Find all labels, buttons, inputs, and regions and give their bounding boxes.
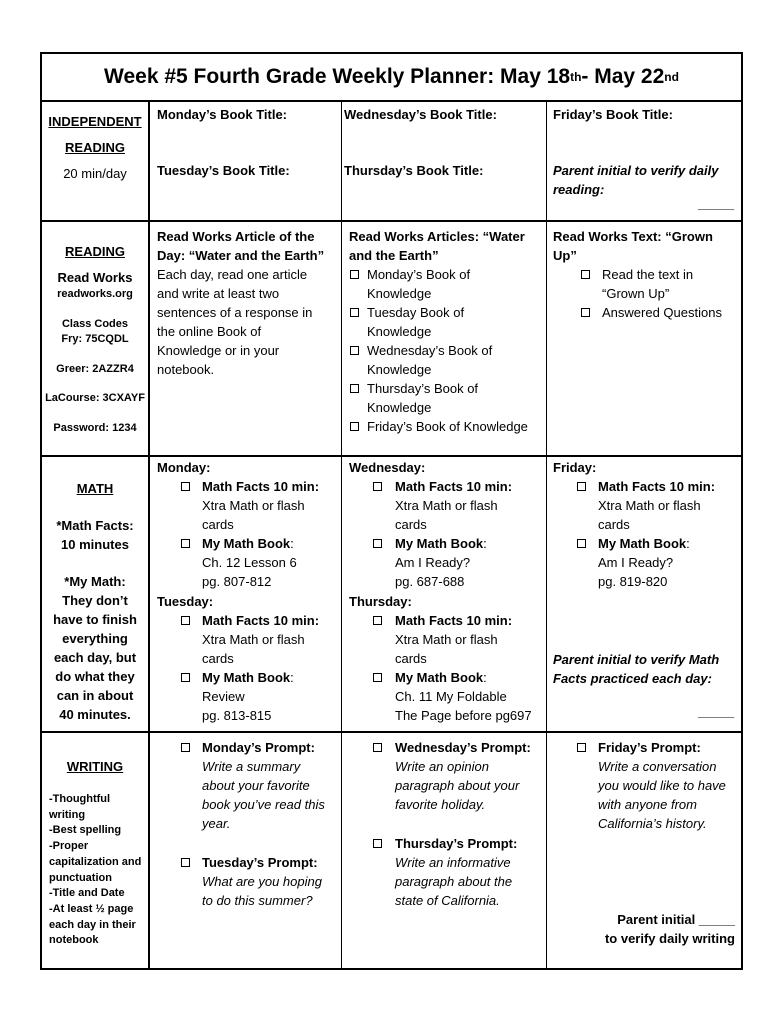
item-line: cards	[202, 651, 234, 666]
item-line: Knowledge	[367, 400, 432, 415]
criteria-line: writing	[49, 808, 86, 821]
friday-prompt-checkbox[interactable]	[577, 743, 586, 752]
prompt-title: Friday’s Prompt:	[598, 740, 701, 755]
item-colon: :	[290, 536, 294, 551]
parent-line: Parent initial to verify Math	[553, 652, 720, 667]
wednesday-prompt	[395, 738, 531, 814]
item-line: Am I Ready?	[395, 555, 471, 570]
prompt-line: book you’ve read this	[202, 797, 325, 812]
parent-line: Parent initial _____	[617, 912, 735, 927]
item-line: “Grown Up”	[602, 286, 670, 301]
article-heading: Read Works Article of the	[157, 229, 315, 244]
math-parent-blank: _____	[698, 704, 735, 719]
tuesday-math-facts-checkbox[interactable]	[181, 616, 190, 625]
wednesday-prompt-checkbox[interactable]	[373, 743, 382, 752]
prompt-line: What are you hoping	[202, 874, 322, 889]
item-line: Xtra Math or flash	[598, 498, 701, 513]
friday-my-math	[598, 534, 690, 591]
criteria-line: notebook	[49, 934, 99, 947]
parent-line: Facts practiced each day:	[553, 671, 712, 686]
item-line: Math Facts 10 min:	[202, 613, 320, 628]
thursday-prompt	[395, 834, 517, 910]
prompt-title: Thursday’s Prompt:	[395, 836, 518, 851]
item-line: Tuesday Book of	[367, 305, 465, 320]
item-line: The Page before pg697	[395, 708, 532, 723]
parent-line: to verify daily writing	[604, 931, 735, 946]
math-note-line: 10 minutes	[61, 537, 129, 552]
item-title: My Math Book	[202, 670, 291, 685]
row-divider-2	[42, 455, 741, 457]
article-body-line: notebook.	[157, 362, 215, 377]
item-line: Read the text in	[602, 267, 694, 282]
math-note-line: They don’t	[62, 593, 128, 608]
monday-math-facts	[202, 477, 319, 534]
tuesday-knowledge-item	[367, 303, 464, 341]
item-colon: :	[483, 670, 487, 685]
column-divider-2	[341, 102, 342, 968]
math-note-line: can in about	[56, 688, 134, 703]
column-divider-1	[148, 102, 150, 968]
item-line: pg. 819-820	[598, 574, 668, 589]
reading-parent-initial	[553, 161, 718, 199]
item-line: pg. 813-815	[202, 708, 272, 723]
item-line: Ch. 11 My Foldable	[395, 689, 507, 704]
math-monday-label: Monday:	[157, 460, 211, 475]
math-note-line: everything	[62, 631, 128, 646]
item-line: Knowledge	[367, 286, 432, 301]
label-line: INDEPENDENT	[48, 114, 142, 129]
monday-my-math-checkbox[interactable]	[181, 539, 190, 548]
wednesday-knowledge-checkbox[interactable]	[350, 346, 359, 355]
reading-label: READING	[65, 244, 125, 259]
label-line: 20 min/day	[63, 166, 127, 181]
item-title: My Math Book	[395, 536, 484, 551]
wednesday-knowledge-item	[367, 341, 492, 379]
thursday-book-title: Thursday’s Book Title:	[344, 163, 484, 178]
reading-parent-blank: _____	[698, 196, 735, 211]
criteria-line: each day in their	[49, 918, 136, 931]
item-line: Xtra Math or flash	[395, 498, 498, 513]
item-line: Thursday’s Book of	[367, 381, 479, 396]
wednesday-math-facts	[395, 477, 512, 534]
friday-prompt	[598, 738, 726, 833]
prompt-line: Write a summary	[202, 759, 301, 774]
math-note-line: have to finish	[53, 612, 137, 627]
item-line: Monday’s Book of	[367, 267, 471, 282]
readworks-name: Read Works	[57, 270, 133, 285]
math-thursday-label: Thursday:	[349, 594, 412, 609]
thursday-math-facts-checkbox[interactable]	[373, 616, 382, 625]
monday-knowledge-checkbox[interactable]	[350, 270, 359, 279]
article-body-line: Each day, read one article	[157, 267, 308, 282]
math-tuesday-label: Tuesday:	[157, 594, 214, 609]
thursday-my-math-checkbox[interactable]	[373, 673, 382, 682]
independent-reading-label	[42, 112, 148, 183]
article-body-line: Knowledge or in your	[157, 343, 280, 358]
item-line: cards	[395, 517, 427, 532]
item-line: Xtra Math or flash	[395, 632, 498, 647]
item-line: Knowledge	[367, 362, 432, 377]
prompt-line: Write an informative	[395, 855, 511, 870]
item-line: pg. 687-688	[395, 574, 465, 589]
writing-label: WRITING	[66, 759, 124, 774]
weekly-planner-table	[40, 52, 743, 970]
item-line: cards	[395, 651, 427, 666]
math-label-block	[42, 479, 148, 724]
grown-up-text-block	[553, 227, 741, 265]
tuesday-book-title: Tuesday’s Book Title:	[157, 163, 290, 178]
item-line: Math Facts 10 min:	[395, 613, 513, 628]
article-body-line: and write at least two	[157, 286, 280, 301]
monday-book-title: Monday’s Book Title:	[157, 107, 288, 122]
prompt-line: Write an opinion	[395, 759, 489, 774]
criteria-line: -Best spelling	[49, 824, 122, 837]
math-wednesday-label: Wednesday:	[349, 460, 426, 475]
thursday-knowledge-checkbox[interactable]	[350, 384, 359, 393]
wednesday-math-facts-checkbox[interactable]	[373, 482, 382, 491]
friday-math-facts-checkbox[interactable]	[577, 482, 586, 491]
item-line: Math Facts 10 min:	[202, 479, 320, 494]
writing-parent-initial	[605, 910, 735, 948]
item-line: cards	[598, 517, 630, 532]
tuesday-prompt-checkbox[interactable]	[181, 858, 190, 867]
prompt-line: California’s history.	[598, 816, 707, 831]
prompt-line: favorite holiday.	[395, 797, 486, 812]
wednesday-book-title: Wednesday’s Book Title:	[344, 107, 497, 122]
item-colon: :	[483, 536, 487, 551]
tuesday-knowledge-checkbox[interactable]	[350, 308, 359, 317]
page-title: Week #5 Fourth Grade Weekly Planner: May 18 th - May 22 nd	[42, 54, 741, 102]
reading-articles-checklist	[349, 227, 544, 265]
item-line: cards	[202, 517, 234, 532]
item-line: Friday’s Book of Knowledge	[367, 419, 528, 434]
reading-article-of-day	[157, 227, 339, 379]
math-note-line: *My Math:	[64, 574, 126, 589]
math-note-line: 40 minutes.	[59, 707, 131, 722]
column-divider-3	[546, 102, 547, 968]
item-line: Math Facts 10 min:	[598, 479, 716, 494]
monday-knowledge-item	[367, 265, 470, 303]
item-colon: :	[686, 536, 690, 551]
item-line: Ch. 12 Lesson 6	[202, 555, 297, 570]
friday-my-math-checkbox[interactable]	[577, 539, 586, 548]
item-line: Xtra Math or flash	[202, 498, 305, 513]
prompt-line: you would like to have	[598, 778, 726, 793]
friday-knowledge-checkbox[interactable]	[350, 422, 359, 431]
prompt-line: with anyone from	[598, 797, 697, 812]
item-line: pg. 807-812	[202, 574, 272, 589]
wednesday-my-math-checkbox[interactable]	[373, 539, 382, 548]
parent-line: Parent initial to verify daily	[553, 163, 719, 178]
tuesday-my-math	[202, 668, 294, 725]
grown-up-heading: Up”	[553, 248, 577, 263]
class-code-fry: Fry: 75CQDL	[61, 333, 129, 345]
criteria-line: punctuation	[49, 871, 112, 884]
item-line: Am I Ready?	[598, 555, 674, 570]
monday-prompt	[202, 738, 325, 833]
prompt-title: Tuesday’s Prompt:	[202, 855, 318, 870]
item-colon: :	[290, 670, 294, 685]
class-code-greer: Greer: 2AZZR4	[56, 362, 134, 375]
math-note-line: *Math Facts:	[56, 518, 134, 533]
read-text-checkbox[interactable]	[581, 270, 590, 279]
monday-math-facts-checkbox[interactable]	[181, 482, 190, 491]
item-title: My Math Book	[598, 536, 687, 551]
title-text: Week #5 Fourth Grade Weekly Planner: May 18	[104, 65, 571, 88]
math-note-line: do what they	[55, 669, 135, 684]
thursday-knowledge-item	[367, 379, 478, 417]
prompt-line: to do this summer?	[202, 893, 313, 908]
thursday-math-facts	[395, 611, 512, 668]
class-codes-label: Class Codes	[61, 317, 129, 330]
prompt-title: Wednesday’s Prompt:	[395, 740, 531, 755]
criteria-line: -Title and Date	[49, 887, 125, 900]
item-title: My Math Book	[395, 670, 484, 685]
prompt-line: about your favorite	[202, 778, 310, 793]
criteria-line: -Proper	[49, 840, 89, 853]
thursday-my-math	[395, 668, 532, 725]
friday-knowledge-item	[367, 417, 528, 436]
readworks-url: readworks.org	[57, 288, 133, 300]
item-line: Math Facts 10 min:	[395, 479, 513, 494]
item-line: Review	[202, 689, 245, 704]
tuesday-math-facts	[202, 611, 319, 668]
wednesday-my-math	[395, 534, 487, 591]
writing-criteria	[49, 792, 148, 949]
prompt-line: year.	[202, 816, 231, 831]
articles-heading: Read Works Articles: “Water	[349, 229, 525, 244]
criteria-line: capitalization and	[49, 855, 142, 868]
item-title: My Math Book	[202, 536, 291, 551]
answered-questions-item: Answered Questions	[602, 305, 722, 320]
label-line: READING	[65, 140, 125, 155]
read-text-item	[602, 265, 693, 303]
item-line: Knowledge	[367, 324, 432, 339]
monday-my-math	[202, 534, 297, 591]
answered-questions-checkbox[interactable]	[581, 308, 590, 317]
articles-heading: and the Earth”	[349, 248, 439, 263]
grown-up-heading: Read Works Text: “Grown	[553, 229, 713, 244]
friday-math-facts	[598, 477, 715, 534]
friday-book-title: Friday’s Book Title:	[553, 107, 673, 122]
parent-line: reading:	[553, 182, 605, 197]
reading-label-block	[42, 242, 148, 436]
row-divider-1	[42, 220, 741, 222]
class-code-lacourse: LaCourse: 3CXAYF	[45, 392, 145, 404]
prompt-line: Write a conversation	[598, 759, 717, 774]
math-note-line: each day, but	[53, 650, 137, 665]
criteria-line: -Thoughtful	[49, 793, 111, 805]
math-parent-initial	[553, 650, 719, 688]
row-divider-3	[42, 731, 741, 733]
article-body-line: sentences of a response in	[157, 305, 313, 320]
prompt-line: paragraph about the	[395, 874, 513, 889]
tuesday-my-math-checkbox[interactable]	[181, 673, 190, 682]
article-heading: Day: “Water and the Earth”	[157, 248, 325, 263]
prompt-line: paragraph about your	[395, 778, 520, 793]
item-line: Wednesday’s Book of	[367, 343, 493, 358]
criteria-line: -At least ½ page	[49, 902, 134, 915]
prompt-line: state of California.	[395, 893, 500, 908]
item-line: Xtra Math or flash	[202, 632, 305, 647]
readworks-password: Password: 1234	[53, 421, 137, 434]
math-friday-label: Friday:	[553, 460, 597, 475]
tuesday-prompt	[202, 853, 322, 910]
title-mid: - May 22	[581, 65, 665, 88]
math-label: MATH	[76, 481, 114, 496]
prompt-title: Monday’s Prompt:	[202, 740, 315, 755]
thursday-prompt-checkbox[interactable]	[373, 839, 382, 848]
monday-prompt-checkbox[interactable]	[181, 743, 190, 752]
article-body-line: the online Book of	[157, 324, 262, 339]
